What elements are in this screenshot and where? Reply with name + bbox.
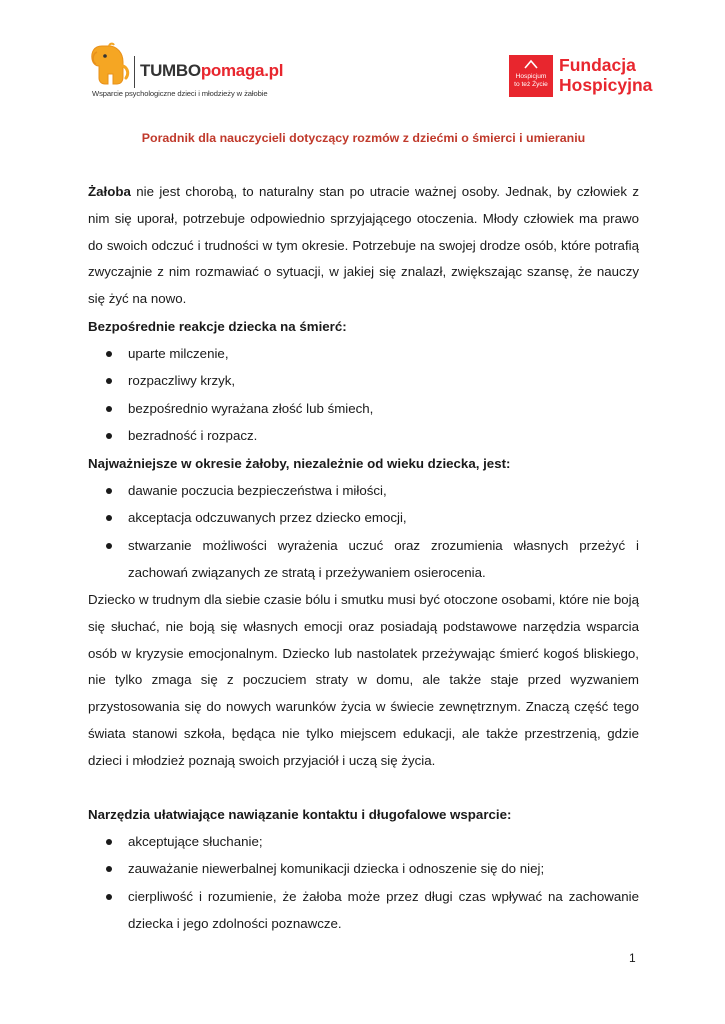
list-item-text: zauważanie niewerbalnej komunikacji dziecka i odnoszenie się do niej; <box>128 861 545 877</box>
list-item-text: akceptacja odczuwanych przez dziecko emocji, <box>128 510 407 526</box>
bullet-icon <box>106 433 112 439</box>
list-item-text: akceptujące słuchanie; <box>128 833 263 849</box>
list-item-text: uparte milczenie, <box>128 345 229 361</box>
section3-heading: Narzędzia ułatwiające nawiązanie kontaktu i długofalowe wsparcie: <box>88 806 512 822</box>
tumbo-name <box>140 61 283 81</box>
list-item <box>88 855 639 883</box>
intro-bold-term: Żałoba <box>88 184 131 199</box>
bullet-icon <box>106 351 112 357</box>
bullet-icon <box>106 543 112 549</box>
paragraph-spacer <box>88 775 639 801</box>
bullet-icon <box>106 406 112 412</box>
list-item-text: stwarzanie możliwości wyrażenia uczuć oraz zrozumienia własnych przeżyć i zachowań związanych ze stratą i przeżywaniem osierocenia. <box>128 537 639 581</box>
hospicjum-badge-line2: to też Życie <box>514 81 548 88</box>
list-item <box>88 883 639 938</box>
hospicjum-badge <box>509 55 553 97</box>
section2-list <box>88 477 639 587</box>
list-item <box>88 340 639 368</box>
hospicjum-badge-line1: Hospicjum <box>515 73 547 80</box>
list-item-text: cierpliwość i rozumienie, że żałoba może przez długi czas wpływać na zachowanie dziecka i jego zdolności poznawcze. <box>128 888 639 932</box>
list-item <box>88 477 639 505</box>
page-number: 1 <box>629 951 636 965</box>
tumbo-name-part2: pomaga.pl <box>200 61 284 80</box>
list-item-text: bezpośrednio wyrażana złość lub śmiech, <box>128 400 374 416</box>
section2-heading: Najważniejsze w okresie żałoby, niezależnie od wieku dziecka, jest: <box>88 455 511 471</box>
fundacja-hospicyjna-logo <box>509 55 653 99</box>
bullet-icon <box>106 839 112 845</box>
document-title: Poradnik dla nauczycieli dotyczący rozmów z dziećmi o śmierci i umieraniu <box>141 131 586 145</box>
section3-list <box>88 828 639 938</box>
bullet-icon <box>106 378 112 384</box>
body-paragraph-2: Dziecko w trudnym dla siebie czasie bólu i smutku musi być otoczone osobami, które nie boją się słuchać, nie boją się własnych emocji oraz posiadają podstawowe narzędzia wsparcia osób w kryzysie emocjonalnym. Dziecko lub nastolatek przeżywając śmierć kogoś bliskiego, nie tylko zmaga się z poczuciem straty w domu, ale także staje przed wyzwaniem przystosowania się do nowych warunków życia w świecie zewnętrznym. Znaczą część tego świata stanowi szkoła, będąca nie tylko miejscem edukacji, ale także przestrzenią, gdzie dzieci i młodzież poznają swoich przyjaciół i uczą się życia. <box>88 591 639 768</box>
fundacja-title <box>559 55 652 95</box>
fundacja-title-line1: Fundacja <box>559 55 636 75</box>
list-item <box>88 504 639 532</box>
heart-corner-icon <box>524 59 538 69</box>
list-item <box>88 367 639 395</box>
document-body <box>88 128 639 938</box>
bullet-icon <box>106 894 112 900</box>
list-item <box>88 395 639 423</box>
tumbo-name-part1: TUMBO <box>140 61 201 80</box>
list-item <box>88 422 639 450</box>
bullet-icon <box>106 515 112 521</box>
tumbo-logo <box>88 42 288 104</box>
list-item <box>88 828 639 856</box>
bullet-icon <box>106 866 112 872</box>
tumbo-tagline: Wsparcie psychologiczne dzieci i młodzieży w żałobie <box>92 89 268 98</box>
list-item-text: dawanie poczucia bezpieczeństwa i miłości, <box>128 482 387 498</box>
fundacja-title-line2: Hospicyjna <box>559 75 653 95</box>
section1-heading: Bezpośrednie reakcje dziecka na śmierć: <box>88 318 347 334</box>
intro-text: nie jest chorobą, to naturalny stan po utracie ważnej osoby. Jednak, by człowiek z nim się uporał, potrzebuje odpowiednio sprzyjającego otoczenia. Młody człowiek ma prawo do swoich odczuć i trudności w tym okresie. Potrzebuje na swojej drodze osób, które potrafią zwyczajnie z nim rozmawiać o sytuacji, w jakiej się znalazł, zwiększając szansę, że nauczy się żyć na nowo. <box>88 184 639 307</box>
list-item <box>88 532 639 587</box>
bullet-icon <box>106 488 112 494</box>
elephant-icon <box>88 42 132 88</box>
list-item-text: rozpaczliwy krzyk, <box>128 373 236 389</box>
logo-divider <box>134 56 135 88</box>
list-item-text: bezradność i rozpacz. <box>128 428 258 444</box>
intro-paragraph <box>88 179 639 313</box>
section1-list <box>88 340 639 450</box>
